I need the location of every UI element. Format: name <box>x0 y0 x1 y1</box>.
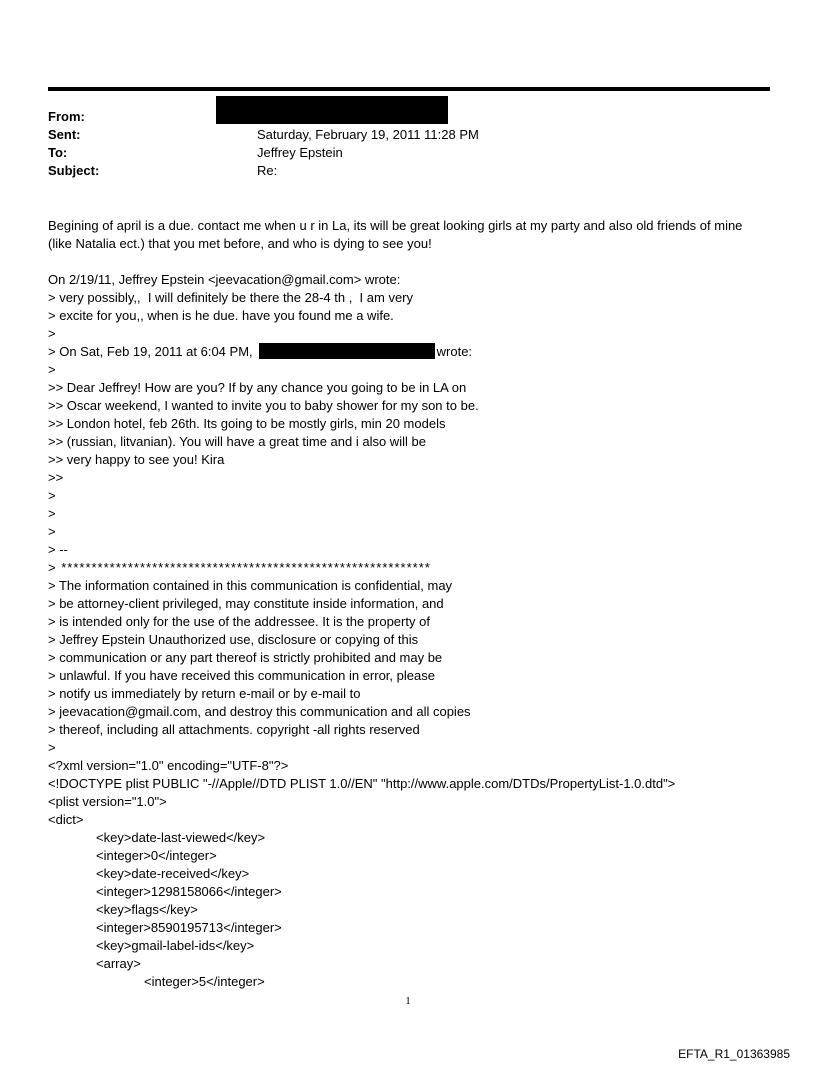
quoted-line: >> very happy to see you! Kira <box>48 452 225 467</box>
disclaimer-line: > The information contained in this communication is confidential, may <box>48 578 453 593</box>
reply-paragraph: Begining of april is a due. contact me when u r in La, its will be great looking girls at my party and also old friends of mine (like Natalia ect.) that you met before, and who is dying to see you! <box>48 218 743 251</box>
subject-value: Re: <box>257 163 278 178</box>
quoted-line: > excite for you,, when is he due. have you found me a wife. <box>48 308 394 323</box>
wrote-line <box>48 343 768 361</box>
quoted-line: >> Oscar weekend, I wanted to invite you to baby shower for my son to be. <box>48 398 479 413</box>
doctype-line: <!DOCTYPE plist PUBLIC "-//Apple//DTD PLIST 1.0//EN" "http://www.apple.com/DTDs/PropertyList-1.0.dtd"> <box>48 776 676 791</box>
quoted-line: > <box>48 506 56 521</box>
to-value: Jeffrey Epstein <box>257 145 343 160</box>
disclaimer-line: > notify us immediately by return e-mail or by e-mail to <box>48 686 361 701</box>
xml-declaration: <?xml version="1.0" encoding="UTF-8"?> <box>48 758 289 773</box>
header-rule <box>48 87 770 91</box>
quoted-line: >> (russian, litvanian). You will have a great time and i also will be <box>48 434 426 449</box>
to-label: To: <box>48 145 68 160</box>
plist-line: <integer>0</integer> <box>96 848 217 863</box>
subject-label: Subject: <box>48 163 100 178</box>
page-number: 1 <box>405 995 411 1007</box>
plist-line: <integer>5</integer> <box>144 974 265 989</box>
disclaimer-line: > jeevacation@gmail.com, and destroy this communication and all copies <box>48 704 471 719</box>
disclaimer-line: > unlawful. If you have received this communication in error, please <box>48 668 435 683</box>
quoted-line: > very possibly,, I will definitely be there the 28-4 th , I am very <box>48 290 414 305</box>
disclaimer-line: > communication or any part thereof is strictly prohibited and may be <box>48 650 443 665</box>
plist-line: <integer>8590195713</integer> <box>96 920 282 935</box>
plist-line: <key>gmail-label-ids</key> <box>96 938 255 953</box>
quoted-line: > <box>48 362 56 377</box>
dict-open: <dict> <box>48 812 84 827</box>
plist-open: <plist version="1.0"> <box>48 794 167 809</box>
sent-label: Sent: <box>48 127 81 142</box>
wrote-prefix: > On Sat, Feb 19, 2011 at 6:04 PM, <box>48 344 253 359</box>
wrote-suffix: wrote: <box>436 344 473 359</box>
quoted-line: > <box>48 740 56 755</box>
redaction-block-from <box>216 96 448 124</box>
quoted-line: > <box>48 326 56 341</box>
quoted-line: > <box>48 488 56 503</box>
plist-line: <integer>1298158066</integer> <box>96 884 282 899</box>
disclaimer-line: > Jeffrey Epstein Unauthorized use, disclosure or copying of this <box>48 632 419 647</box>
quoted-line: >> <box>48 470 64 485</box>
from-label: From: <box>48 109 85 124</box>
disclaimer-line: > is intended only for the use of the addressee. It is the property of <box>48 614 430 629</box>
plist-line: <key>flags</key> <box>96 902 198 917</box>
quoted-line: On 2/19/11, Jeffrey Epstein <jeevacation@gmail.com> wrote: <box>48 272 401 287</box>
quoted-line: > <box>48 524 56 539</box>
disclaimer-line: > thereof, including all attachments. copyright -all rights reserved <box>48 722 420 737</box>
plist-line: <key>date-last-viewed</key> <box>96 830 266 845</box>
signature-separator: > -- <box>48 542 68 557</box>
quoted-line: >> London hotel, feb 26th. Its going to be mostly girls, min 20 models <box>48 416 446 431</box>
disclaimer-line: > be attorney-client privileged, may constitute inside information, and <box>48 596 444 611</box>
document-id: EFTA_R1_01363985 <box>678 1047 790 1061</box>
sent-value: Saturday, February 19, 2011 11:28 PM <box>257 127 479 142</box>
asterisk-divider: > ************************************************************* <box>48 560 431 575</box>
redaction-block-sender <box>259 343 435 359</box>
email-body <box>48 217 768 991</box>
plist-line: <key>date-received</key> <box>96 866 250 881</box>
quoted-line: >> Dear Jeffrey! How are you? If by any chance you going to be in LA on <box>48 380 467 395</box>
plist-line: <array> <box>96 956 141 971</box>
